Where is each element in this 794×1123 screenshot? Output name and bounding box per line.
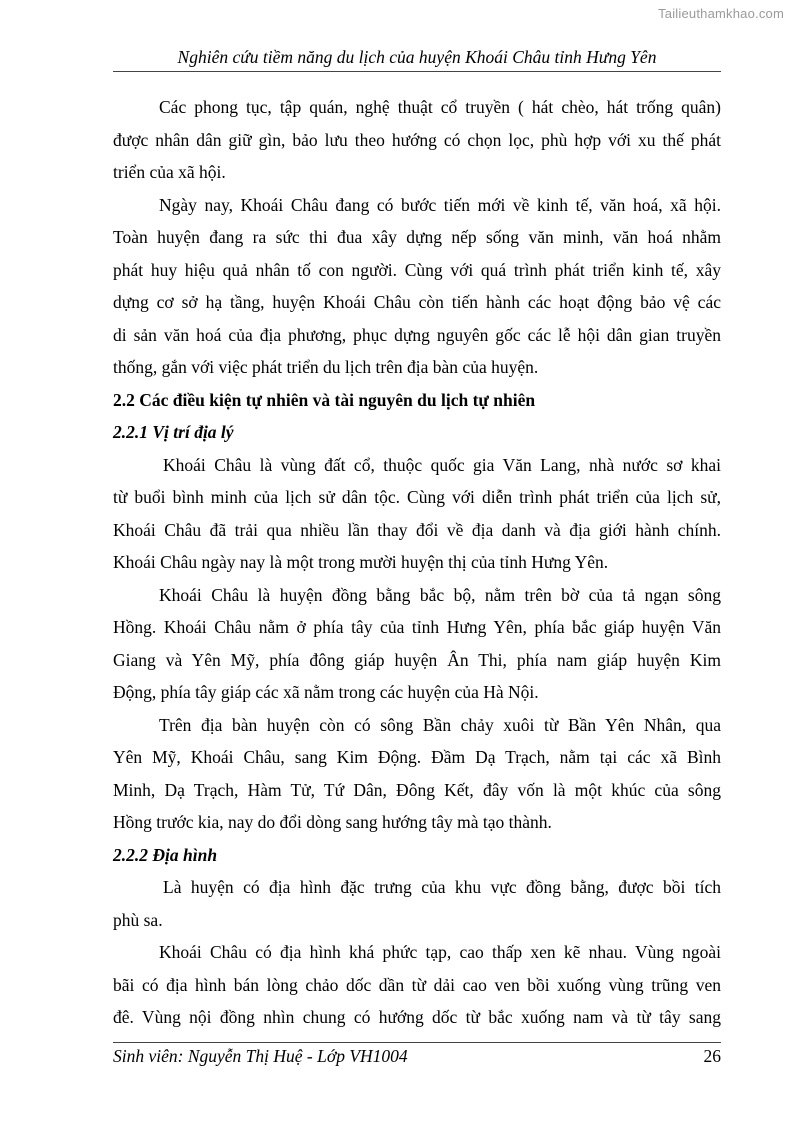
footer-divider xyxy=(113,1042,721,1043)
text-line: Khoái Châu đã trải qua nhiều lần thay đổi về địa danh và địa giới hành chính. xyxy=(113,519,721,540)
text-line: được nhân dân giữ gìn, bảo lưu theo hướng có chọn lọc, phù hợp với xu thế phát xyxy=(113,129,721,150)
text-line: Là huyện có địa hình đặc trưng của khu vực đồng bằng, được bồi tích xyxy=(163,877,721,897)
section-heading: 2.2 Các điều kiện tự nhiên và tài nguyên du lịch tự nhiên xyxy=(113,389,536,410)
text-line: Hồng. Khoái Châu nằm ở phía tây của tỉnh Hưng Yên, phía bắc giáp huyện Văn xyxy=(113,617,721,637)
text-line: Khoái Châu là vùng đất cổ, thuộc quốc gia Văn Lang, nhà nước sơ khai xyxy=(163,454,721,475)
text-line: thống, gắn với việc phát triển du lịch trên địa bàn của huyện. xyxy=(113,357,539,377)
subsection-heading: 2.2.2 Địa hình xyxy=(113,844,218,865)
document-body xyxy=(113,91,721,1034)
text-line: Yên Mỹ, Khoái Châu, sang Kim Động. Đầm Dạ Trạch, nằm tại các xã Bình xyxy=(113,747,721,767)
text-line: Khoái Châu có địa hình khá phức tạp, cao thấp xen kẽ nhau. Vùng ngoài xyxy=(159,942,721,962)
text-line: Trên địa bàn huyện còn có sông Bần chảy xuôi từ Bần Yên Nhân, qua xyxy=(159,714,721,735)
text-line: Các phong tục, tập quán, nghệ thuật cổ truyền ( hát chèo, hát trống quân) xyxy=(159,97,721,117)
text-line: phù sa. xyxy=(113,909,163,930)
watermark: Tailieuthamkhao.com xyxy=(658,6,784,21)
text-line: Khoái Châu là huyện đồng bằng bắc bộ, nằm trên bờ của tả ngạn sông xyxy=(159,584,721,605)
text-line: Khoái Châu ngày nay là một trong mười huyện thị của tỉnh Hưng Yên. xyxy=(113,552,609,572)
page-number: 26 xyxy=(703,1046,721,1066)
text-line: Hồng trước kia, nay do đổi dòng sang hướng tây mà tạo thành. xyxy=(113,812,552,832)
text-line: Ngày nay, Khoái Châu đang có bước tiến mới về kinh tế, văn hoá, xã hội. xyxy=(159,194,721,215)
text-line: đê. Vùng nội đồng nhìn chung có hướng dốc từ bắc xuống nam và từ tây sang xyxy=(113,1007,721,1027)
text-line: Minh, Dạ Trạch, Hàm Tử, Tứ Dân, Đông Kết, đây vốn là một khúc của sông xyxy=(113,779,721,800)
text-line: bãi có địa hình bán lòng chảo dốc dần từ dải cao ven bồi xuống vùng trũng ven xyxy=(113,974,721,995)
footer-author: Sinh viên: Nguyễn Thị Huệ - Lớp VH1004 xyxy=(113,1046,408,1066)
text-line: Toàn huyện đang ra sức thi đua xây dựng nếp sống văn minh, văn hoá nhằm xyxy=(113,227,721,247)
header-divider xyxy=(113,71,721,72)
text-line: phát huy hiệu quả nhân tố con người. Cùng với quá trình phát triển kinh tế, xây xyxy=(113,259,721,280)
text-line: từ buổi bình minh của lịch sử dân tộc. Cùng với diễn trình phát triển của lịch sử, xyxy=(113,487,721,507)
text-line: dựng cơ sở hạ tầng, huyện Khoái Châu còn tiến hành các hoạt động bảo vệ các xyxy=(113,292,721,312)
running-header-title: Nghiên cứu tiềm năng du lịch của huyện Khoái Châu tỉnh Hưng Yên xyxy=(177,47,657,67)
text-line: Động, phía tây giáp các xã nằm trong các huyện của Hà Nội. xyxy=(113,682,539,702)
text-line: di sản văn hoá của địa phương, phục dựng nguyên gốc các lễ hội dân gian truyền xyxy=(113,324,721,345)
subsection-heading: 2.2.1 Vị trí địa lý xyxy=(113,422,234,442)
text-line: triển của xã hội. xyxy=(113,162,226,182)
text-line: Giang và Yên Mỹ, phía đông giáp huyện Ân Thi, phía nam giáp huyện Kim xyxy=(113,649,721,670)
